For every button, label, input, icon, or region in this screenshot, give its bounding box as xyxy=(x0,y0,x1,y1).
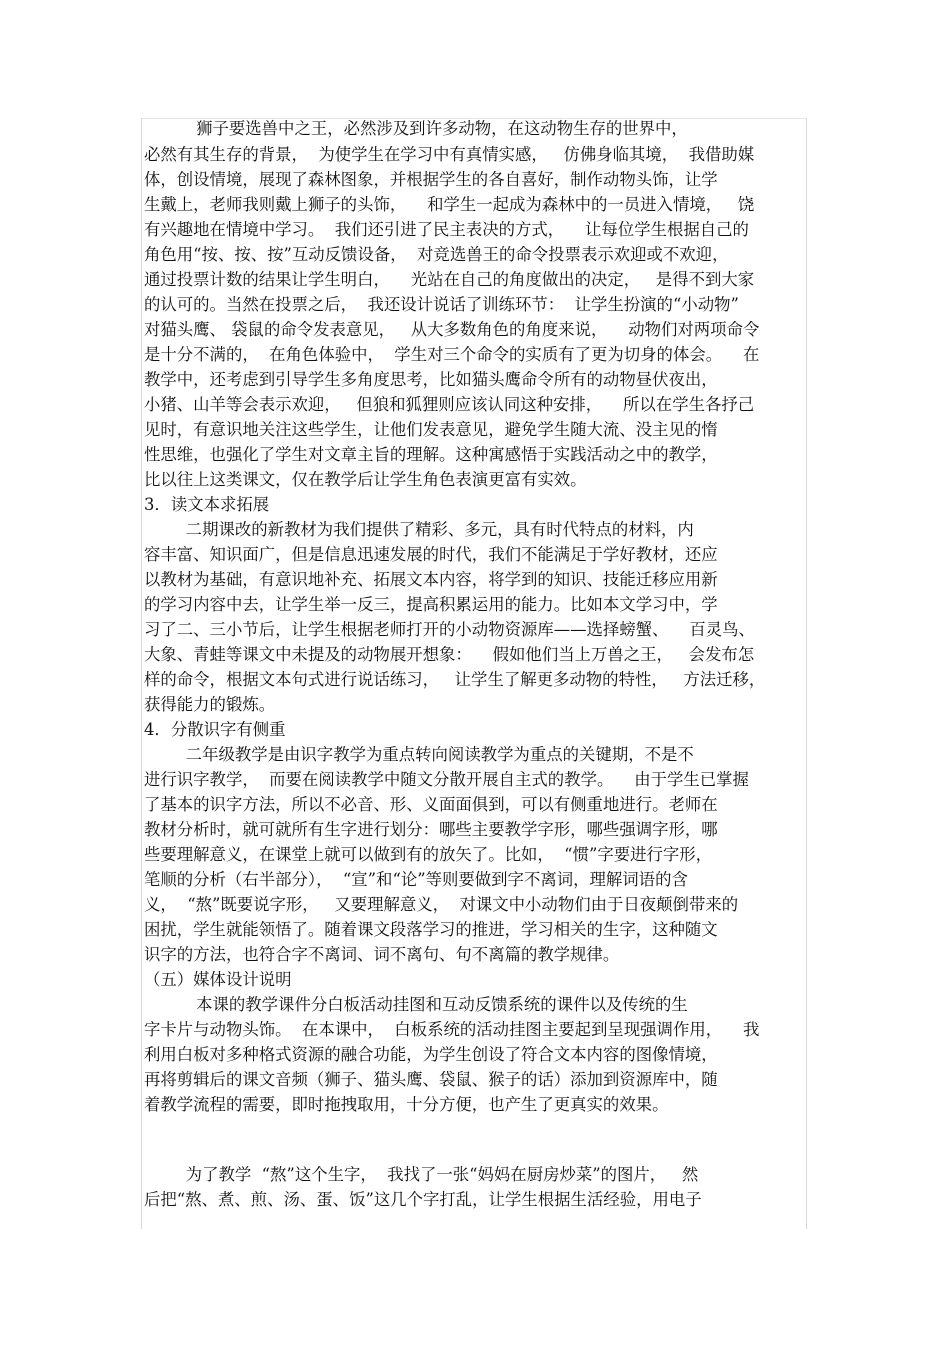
text-line: 是十分不满的， 在角色体验中， 学生对三个命令的实质有了更为切身的体会。 在 xyxy=(144,345,760,364)
text-line: 后把“熬、煮、煎、汤、蛋、饭”这几个字打乱，让学生根据生活经验，用电子 xyxy=(144,1190,702,1209)
text-line: 容丰富、知识面广，但是信息迅速发展的时代，我们不能满足于学好教材，还应 xyxy=(144,545,718,564)
text-line: 角色用“按、按、按”互动反馈设备， 对竞选兽王的命令投票表示欢迎或不欢迎， xyxy=(144,245,729,264)
text-line: 的学习内容中去，让学生举一反三，提高积累运用的能力。比如本文学习中，学 xyxy=(144,595,718,614)
text-line: 小猪、山羊等会表示欢迎， 但狼和狐狸则应该认同这种安排， 所以在学生各抒己 xyxy=(144,395,755,414)
text-line: 见时，有意识地关注这些学生，让他们发表意见，避免学生随大流、没主见的惰 xyxy=(144,420,718,439)
text-line: 通过投票计数的结果让学生明白， 光站在自己的角度做出的决定， 是得不到大家 xyxy=(144,270,755,289)
text-line: 为了教学 “熬”这个生字， 我找了一张“妈妈在厨房炒菜”的图片， 然 xyxy=(144,1165,699,1184)
text-line: 教材分析时，就可就所有生字进行划分：哪些主要教学字形，哪些强调字形，哪 xyxy=(144,820,718,839)
text-line: 性思维，也强化了学生对文章主旨的理解。这种寓感悟于实践活动之中的教学， xyxy=(144,445,718,464)
text-line: 狮子要选兽中之王，必然涉及到许多动物，在这动物生存的世界中， xyxy=(144,119,688,138)
text-line: 体，创设情境，展现了森林图象，并根据学生的各自喜好，制作动物头饰，让学 xyxy=(144,170,718,189)
text-line: 的认可的。当然在投票之后， 我还设计说话了训练环节： 让学生扮演的“小动物” xyxy=(144,295,739,314)
text-line: 4．分散识字有侧重 xyxy=(144,720,286,739)
text-line: 以教材为基础，有意识地补充、拓展文本内容，将学到的知识、技能迁移应用新 xyxy=(144,570,718,589)
text-line: 本课的教学课件分白板活动挂图和互动反馈系统的课件以及传统的生 xyxy=(144,995,688,1014)
text-line: 些要理解意义，在课堂上就可以做到有的放矢了。比如， “惯”字要进行字形， xyxy=(144,845,713,864)
text-line: 习了二、三小节后，让学生根据老师打开的小动物资源库——选择螃蟹、 百灵鸟、 xyxy=(144,620,755,639)
text-line: 义， “熬”既要说字形， 又要理解意义， 对课文中小动物们由于日夜颠倒带来的 xyxy=(144,895,739,914)
text-line: 教学中，还考虑到引导学生多角度思考，比如猫头鹰命令所有的动物昼伏夜出， xyxy=(144,370,718,389)
text-line: 字卡片与动物头饰。 在本课中， 白板系统的活动挂图主要起到呈现强调作用， 我 xyxy=(144,1020,760,1039)
text-line: 了基本的识字方法，所以不必音、形、义面面俱到，可以有侧重地进行。老师在 xyxy=(144,795,718,814)
text-line: 识字的方法，也符合字不离词、词不离句、句不离篇的教学规律。 xyxy=(144,945,620,964)
text-line: 着教学流程的需要，即时拖拽取用，十分方便，也产生了更真实的效果。 xyxy=(144,1095,669,1114)
text-line: 3．读文本求拓展 xyxy=(144,495,270,514)
text-line: 进行识字教学， 而要在阅读教学中随文分散开展自主式的教学。 由于学生已掌握 xyxy=(144,770,749,789)
text-line: 二年级教学是由识字教学为重点转向阅读教学为重点的关键期，不是不 xyxy=(144,745,694,764)
text-line: 笔顺的分析（右半部分）， “宣”和“论”等则要做到字不离词，理解词语的含 xyxy=(144,870,688,889)
text-line: 有兴趣地在情境中学习。 我们还引进了民主表决的方式， 让每位学生根据自己的 xyxy=(144,220,749,239)
text-line: 生戴上，老师我则戴上狮子的头饰， 和学生一起成为森林中的一员进入情境， 饶 xyxy=(144,195,755,214)
text-line: 困扰，学生就能领悟了。随着课文段落学习的推进，学习相关的生字，这种随文 xyxy=(144,920,718,939)
text-line: 比以往上这类课文，仅在教学后让学生角色表演更富有实效。 xyxy=(144,470,587,489)
text-line: 获得能力的锻炼。 xyxy=(144,695,276,714)
text-line: （五）媒体设计说明 xyxy=(144,970,292,989)
text-line: 必然有其生存的背景， 为使学生在学习中有真情实感， 仿佛身临其境， 我借助媒 xyxy=(144,145,755,164)
text-line: 利用白板对多种格式资源的融合功能，为学生创设了符合文本内容的图像情境， xyxy=(144,1045,718,1064)
text-line: 对猫头鹰、 袋鼠的命令发表意见， 从大多数角色的角度来说， 动物们对两项命令 xyxy=(144,320,760,339)
text-line: 二期课改的新教材为我们提供了精彩、多元，具有时代特点的材料，内 xyxy=(144,520,694,539)
text-line: 大象、青蛙等课文中未提及的动物展开想象： 假如他们当上万兽之王， 会发布怎 xyxy=(144,645,755,664)
text-line: 样的命令，根据文本句式进行说话练习， 让学生了解更多动物的特性， 方法迁移， xyxy=(144,670,766,689)
text-line: 再将剪辑后的课文音频（狮子、猫头鹰、袋鼠、猴子的话）添加到资源库中，随 xyxy=(144,1070,718,1089)
